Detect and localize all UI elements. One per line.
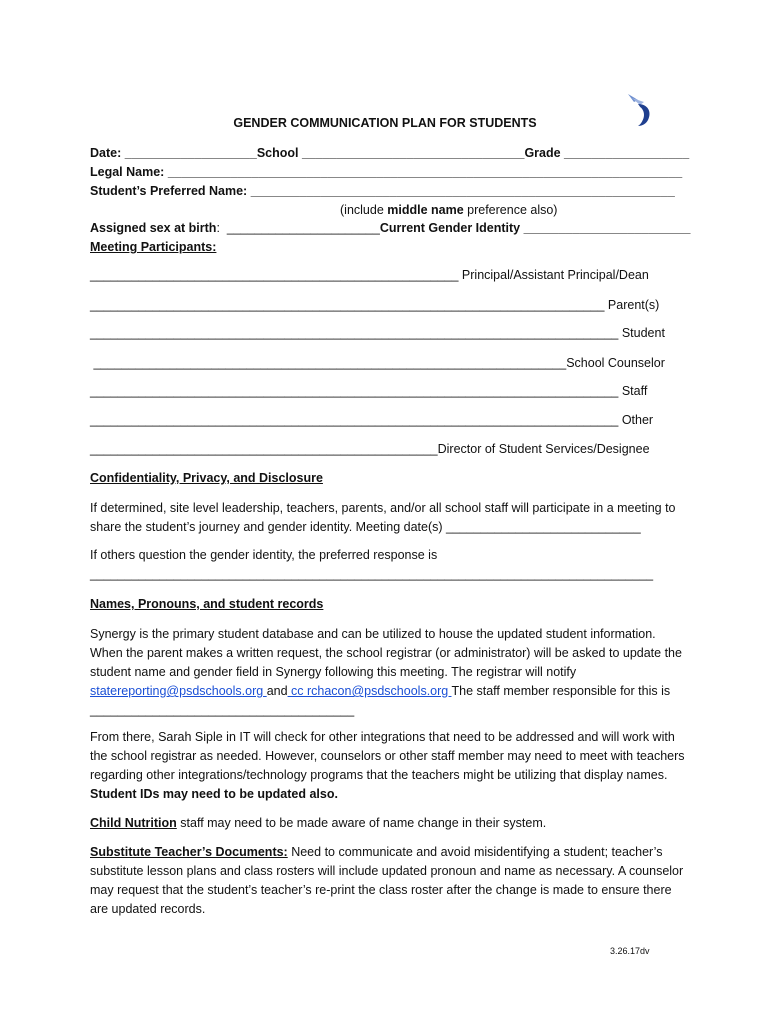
participant-role: Principal/Assistant Principal/Dean — [458, 268, 649, 282]
rchacon-email-link[interactable]: cc rchacon@psdschools.org — [287, 684, 452, 698]
date-label: Date: — [90, 146, 122, 160]
participant-field[interactable]: ____________________________________________________________________ — [90, 356, 567, 370]
child-nutrition-label: Child Nutrition — [90, 816, 177, 830]
child-nutrition-paragraph — [90, 814, 690, 833]
participant-row — [90, 356, 665, 370]
substitute-paragraph — [90, 843, 690, 919]
school-field[interactable]: ________________________________ — [298, 146, 525, 160]
participant-row — [90, 326, 665, 340]
participant-role: Staff — [618, 384, 648, 398]
note-suffix: preference also) — [463, 203, 558, 217]
participant-role: Parent(s) — [604, 298, 660, 312]
participant-row — [90, 442, 650, 456]
preferred-name-row — [90, 184, 675, 198]
form-title: GENDER COMMUNICATION PLAN FOR STUDENTS — [233, 116, 537, 130]
date-school-grade-row — [90, 146, 689, 160]
preferred-name-field[interactable]: _____________________________________________________________ — [247, 184, 675, 198]
participant-row — [90, 413, 653, 427]
participant-row — [90, 268, 649, 282]
school-label: School — [256, 146, 299, 160]
preferred-name-label: Student’s Preferred Name: — [90, 184, 248, 198]
preferred-name-note — [340, 203, 557, 217]
participant-role: Director of Student Services/Designee — [437, 442, 650, 456]
legal-name-field[interactable]: __________________________________________________________________________ — [164, 165, 683, 179]
names-heading: Names, Pronouns, and student records — [90, 597, 324, 611]
preferred-response-label: If others question the gender identity, the preferred response is — [90, 548, 438, 562]
participant-field[interactable]: _____________________________________________________ — [90, 268, 459, 282]
preferred-response-field[interactable]: _________________________________________________________________________________ — [90, 567, 654, 581]
gender-identity-field[interactable]: ________________________ — [520, 221, 691, 235]
assigned-sex-field[interactable]: ______________________ — [219, 221, 380, 235]
statereporting-email-link[interactable]: statereporting@psdschools.org — [90, 684, 267, 698]
participant-role: Other — [618, 413, 654, 427]
substitute-text: Need to communicate and avoid misidentifying a student; teacher’s substitute lesson plans and class rosters will include updated pronoun and name as necessary. A counselor may request that the student’s teacher’s re-print the class roster after the change is made to ensure there are updated records. — [90, 845, 684, 916]
grade-field[interactable]: __________________ — [560, 146, 690, 160]
gender-identity-label: Current Gender Identity — [379, 221, 521, 235]
participant-role: School Counselor — [566, 356, 665, 370]
note-prefix: (include — [340, 203, 388, 217]
participant-role: Student — [618, 326, 665, 340]
legal-name-row — [90, 165, 682, 179]
confidentiality-heading: Confidentiality, Privacy, and Disclosure — [90, 471, 323, 485]
participant-field[interactable]: ____________________________________________________________________________ — [90, 326, 619, 340]
and-text: and — [266, 684, 288, 698]
student-ids-note: Student IDs may need to be updated also. — [90, 787, 338, 801]
assigned-sex-label: Assigned sex at birth — [90, 221, 217, 235]
responsible-staff-text: The staff member responsible for this is ______________________________________ — [90, 684, 671, 717]
participant-field[interactable]: __________________________________________________________________________ — [90, 298, 605, 312]
participant-row — [90, 384, 647, 398]
assigned-sex-colon: : — [216, 221, 220, 235]
integrations-text: From there, Sarah Siple in IT will check for other integrations that need to be addressed and will work with the school registrar as needed. However, counselors or other staff member may need to meet with teachers regarding other integrations/technology programs that the teachers might be utilizing that display names. — [90, 730, 685, 782]
grade-label: Grade — [524, 146, 561, 160]
date-field[interactable]: ___________________ — [121, 146, 257, 160]
participant-field[interactable]: ____________________________________________________________________________ — [90, 384, 619, 398]
substitute-label: Substitute Teacher’s Documents: — [90, 845, 288, 859]
participant-row — [90, 298, 659, 312]
names-paragraph — [90, 625, 690, 720]
legal-name-label: Legal Name: — [90, 165, 165, 179]
child-nutrition-text: staff may need to be made aware of name change in their system. — [176, 816, 547, 830]
assigned-sex-row — [90, 221, 690, 235]
meeting-participants-heading: Meeting Participants: — [90, 240, 217, 254]
participant-field[interactable]: ____________________________________________________________________________ — [90, 413, 619, 427]
version-footer: 3.26.17dv — [610, 946, 650, 956]
participant-field[interactable]: __________________________________________________ — [90, 442, 438, 456]
confidentiality-paragraph: If determined, site level leadership, teachers, parents, and/or all school staff will participate in a meeting to share the student’s journey and gender identity. Meeting date(s) ____________________________ — [90, 501, 676, 534]
integrations-paragraph — [90, 728, 690, 804]
names-paragraph-text: Synergy is the primary student database and can be utilized to house the updated student information. When the parent makes a written request, the school registrar (or administrator) will be asked to update the student name and gender field in Synergy following this meeting. The registrar will notify — [90, 627, 682, 679]
note-bold: middle name — [387, 203, 464, 217]
